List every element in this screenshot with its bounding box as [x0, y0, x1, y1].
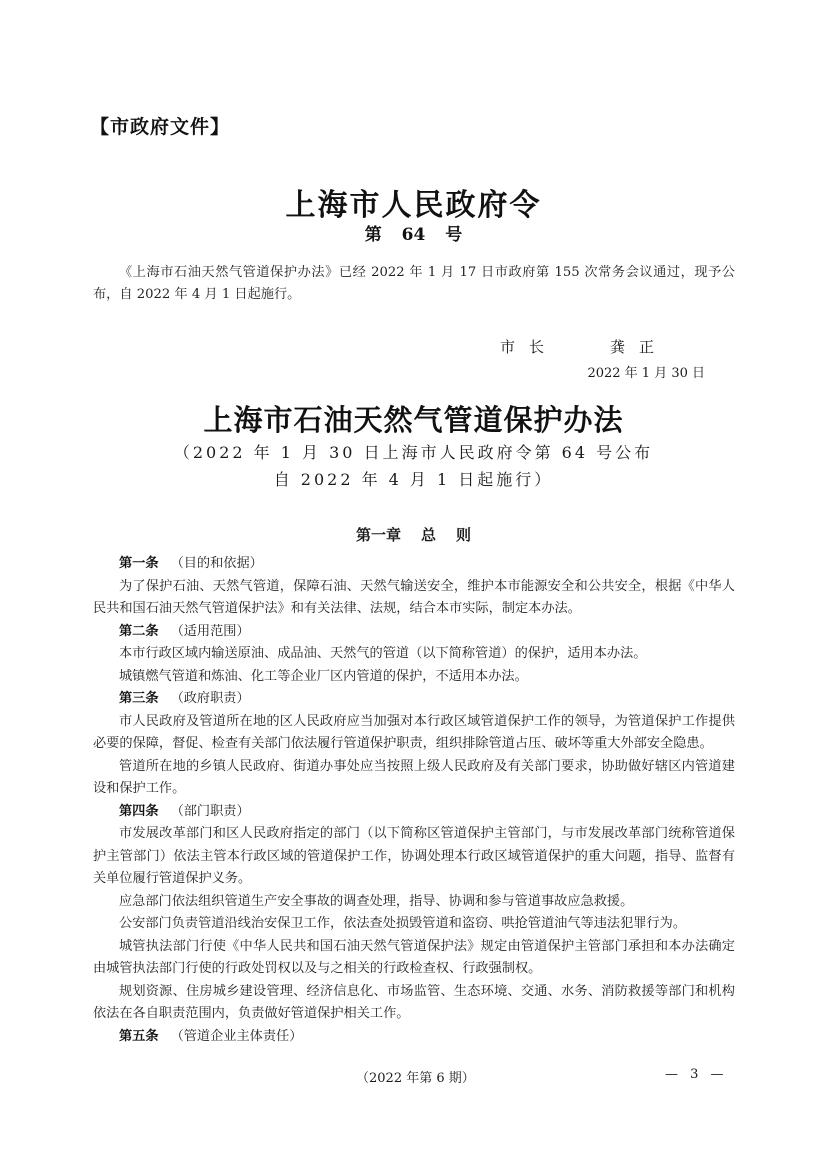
- signature: [500, 336, 668, 357]
- section-tag: 【市政府文件】: [90, 116, 231, 138]
- chapter-name-part1: 总: [420, 526, 436, 544]
- article-paragraph: 市发展改革部门和区人民政府指定的部门（以下简称区管道保护主管部门，与市发展改革部门统称管道保护主管部门）依法主管本行政区域的管道保护工作，协调处理本行政区域管道保护的重大问题，指导、监督有关单位履行管道保护义务。: [93, 826, 735, 886]
- law-subtitle-line1: （2022 年 1 月 30 日上海市人民政府令第 64 号公布: [173, 443, 654, 462]
- footer-issue: （2022 年第 6 期）: [356, 1071, 475, 1086]
- article-number: 第四条: [119, 803, 159, 819]
- preamble: 《上海市石油天然气管道保护办法》已经 2022 年 1 月 17 日市政府第 155 次常务会议通过，现予公布，自 2022 年 4 月 1 日起施行。: [93, 265, 735, 302]
- article-number: 第三条: [119, 691, 159, 706]
- article-topic: （部门职责）: [170, 803, 250, 819]
- article-paragraph: 市人民政府及管道所在地的区人民政府应当加强对本行政区域管道保护工作的领导，为管道保护工作提供必要的保障，督促、检查有关部门依法履行管道保护职责，组织排除管道占压、破坏等重大外部安全隐患。: [93, 713, 735, 751]
- article-number: 第五条: [119, 1028, 159, 1044]
- article-heading: [93, 688, 735, 711]
- signature-name: 龚正: [610, 338, 669, 356]
- article-topic: （管道企业主体责任）: [170, 1028, 303, 1044]
- law-title: 上海市石油天然气管道保护办法: [203, 403, 624, 437]
- signature-title: 市长: [500, 338, 559, 356]
- page-number: — 3 —: [665, 1067, 724, 1082]
- article-topic: （目的和依据）: [170, 556, 263, 571]
- chapter-heading: [0, 524, 827, 545]
- law-subtitle-line2: 自 2022 年 4 月 1 日起施行）: [273, 470, 554, 489]
- article-heading: [93, 801, 735, 824]
- signature-date: 2022 年 1 月 30 日: [587, 366, 705, 381]
- order-number: 第 64 号: [364, 225, 463, 245]
- article-heading: [93, 1026, 735, 1049]
- article-topic: （适用范围）: [170, 623, 250, 639]
- articles: [93, 553, 735, 1048]
- article-number: 第二条: [119, 623, 159, 639]
- chapter-name-part2: 则: [456, 526, 472, 544]
- article-paragraph: 规划资源、住房城乡建设管理、经济信息化、市场监管、生态环境、交通、水务、消防救援等部门和机构依法在各自职责范围内，负责做好管道保护相关工作。: [93, 983, 735, 1021]
- article-heading: [93, 621, 735, 644]
- article-paragraph: 公安部门负责管道沿线治安保卫工作，依法查处损毁管道和盗窃、哄抢管道油气等违法犯罪行为。: [119, 916, 687, 931]
- article-paragraph: 为了保护石油、天然气管道，保障石油、天然气输送安全，维护本市能源安全和公共安全，根据《中华人民共和国石油天然气管道保护法》和有关法律、法规，结合本市实际，制定本办法。: [93, 578, 735, 616]
- article-paragraph: 管道所在地的乡镇人民政府、街道办事处应当按照上级人民政府及有关部门要求，协助做好辖区内管道建设和保护工作。: [93, 758, 735, 796]
- article-paragraph: 城镇燃气管道和炼油、化工等企业厂区内管道的保护，不适用本办法。: [119, 668, 528, 684]
- article-paragraph: 本市行政区域内输送原油、成品油、天然气的管道（以下简称管道）的保护，适用本办法。: [119, 646, 647, 661]
- chapter-number: 第一章: [355, 526, 401, 544]
- article-heading: [93, 553, 735, 576]
- article-paragraph: 城管执法部门行使《中华人民共和国石油天然气管道保护法》规定由管道保护主管部门承担和本办法确定由城管执法部门行使的行政处罚权以及与之相关的行政检查权、行政强制权。: [93, 938, 735, 976]
- order-title: 上海市人民政府令: [285, 188, 542, 223]
- article-paragraph: 应急部门依法组织管道生产安全事故的调查处理，指导、协调和参与管道事故应急救援。: [119, 893, 634, 909]
- article-number: 第一条: [119, 556, 159, 571]
- article-topic: （政府职责）: [170, 691, 250, 706]
